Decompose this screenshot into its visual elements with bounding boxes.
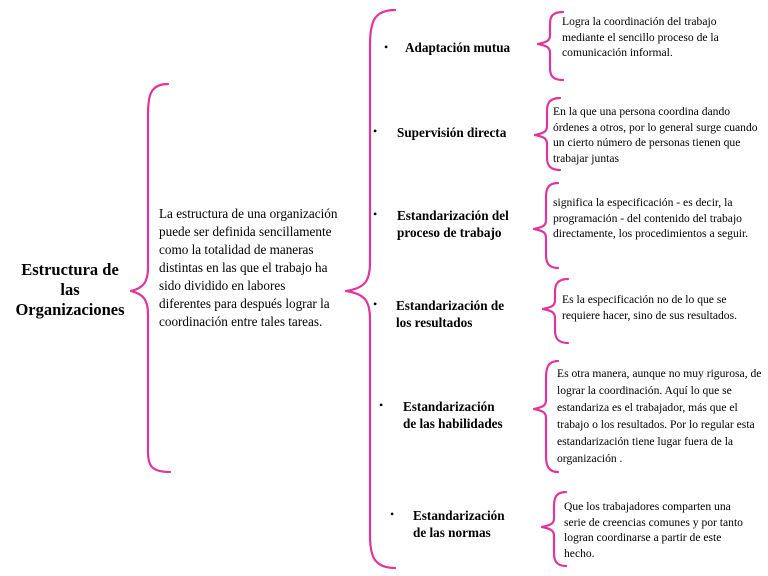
bullet-5: • bbox=[379, 398, 384, 412]
mechanism-description-5: Es otra manera, aunque no muy rigurosa, de lograr la coordinación. Aquí lo que se estandariza es el trabajador, más que el trabajo o los resultados. Por lo regular esta estandarización tiene lugar fuera de la organización . bbox=[557, 367, 762, 465]
bullet-2: • bbox=[373, 124, 378, 138]
mechanism-label-line: los resultados bbox=[396, 315, 473, 330]
mechanism-label-line: Estandarización del bbox=[397, 208, 509, 223]
mechanism-label-line: de las habilidades bbox=[403, 416, 503, 431]
mechanisms-brace bbox=[346, 10, 395, 568]
mechanism-label-line: Estandarización bbox=[413, 508, 505, 523]
desc-brace-6 bbox=[542, 492, 566, 566]
root-title-line: Organizaciones bbox=[15, 300, 125, 319]
mechanism-label-6 bbox=[413, 507, 533, 541]
mechanism-label-line: Supervisión directa bbox=[397, 125, 507, 140]
root-title-line: las bbox=[60, 280, 80, 299]
mechanism-label-line: de las normas bbox=[413, 525, 491, 540]
definition-text: La estructura de una organización puede ser definida sencillamente como la totalidad de maneras distintas en las que el trabajo ha sido dividido en labores diferentes para después lograr la coordinación entre tales tareas. bbox=[159, 206, 338, 329]
bullet-3: • bbox=[373, 207, 378, 221]
mechanism-description-6: Que los trabajadores comparten una serie de creencias comunes y por tanto logran coordinarse a partir de este hecho. bbox=[564, 500, 743, 560]
mechanism-label-5 bbox=[403, 398, 533, 432]
mechanism-description-2: En la que una persona coordina dando órdenes a otros, por lo general surge cuando un cierto número de personas tienen que trabajar juntas bbox=[553, 105, 758, 165]
mechanism-description-4: Es la especificación no de lo que se requiere hacer, sino de sus resultados. bbox=[562, 293, 737, 322]
mechanism-label-2 bbox=[397, 124, 532, 141]
mechanism-label-line: Estandarización de bbox=[396, 298, 505, 313]
desc-brace-5 bbox=[534, 361, 558, 472]
desc-brace-1 bbox=[538, 12, 563, 80]
root-title-line: Estructura de bbox=[21, 260, 119, 279]
bullet-1: • bbox=[384, 40, 389, 54]
mechanism-label-4 bbox=[396, 297, 536, 331]
mechanism-label-line: Estandarización bbox=[403, 399, 495, 414]
mechanism-label-3 bbox=[397, 207, 537, 241]
root-title bbox=[2, 260, 138, 320]
bullet-4: • bbox=[373, 297, 378, 311]
bullet-6: • bbox=[390, 507, 395, 521]
mechanism-label-line: Adaptación mutua bbox=[405, 40, 511, 55]
mechanism-description-3: significa la especificación - es decir, la programación - del contenido del trabajo directamente, los procedimientos a seguir. bbox=[553, 196, 749, 240]
mechanism-label-1 bbox=[405, 39, 535, 56]
mechanism-description-1: Logra la coordinación del trabajo mediante el sencillo proceso de la comunicación informal. bbox=[562, 15, 719, 59]
mechanism-label-line: proceso de trabajo bbox=[397, 225, 502, 240]
